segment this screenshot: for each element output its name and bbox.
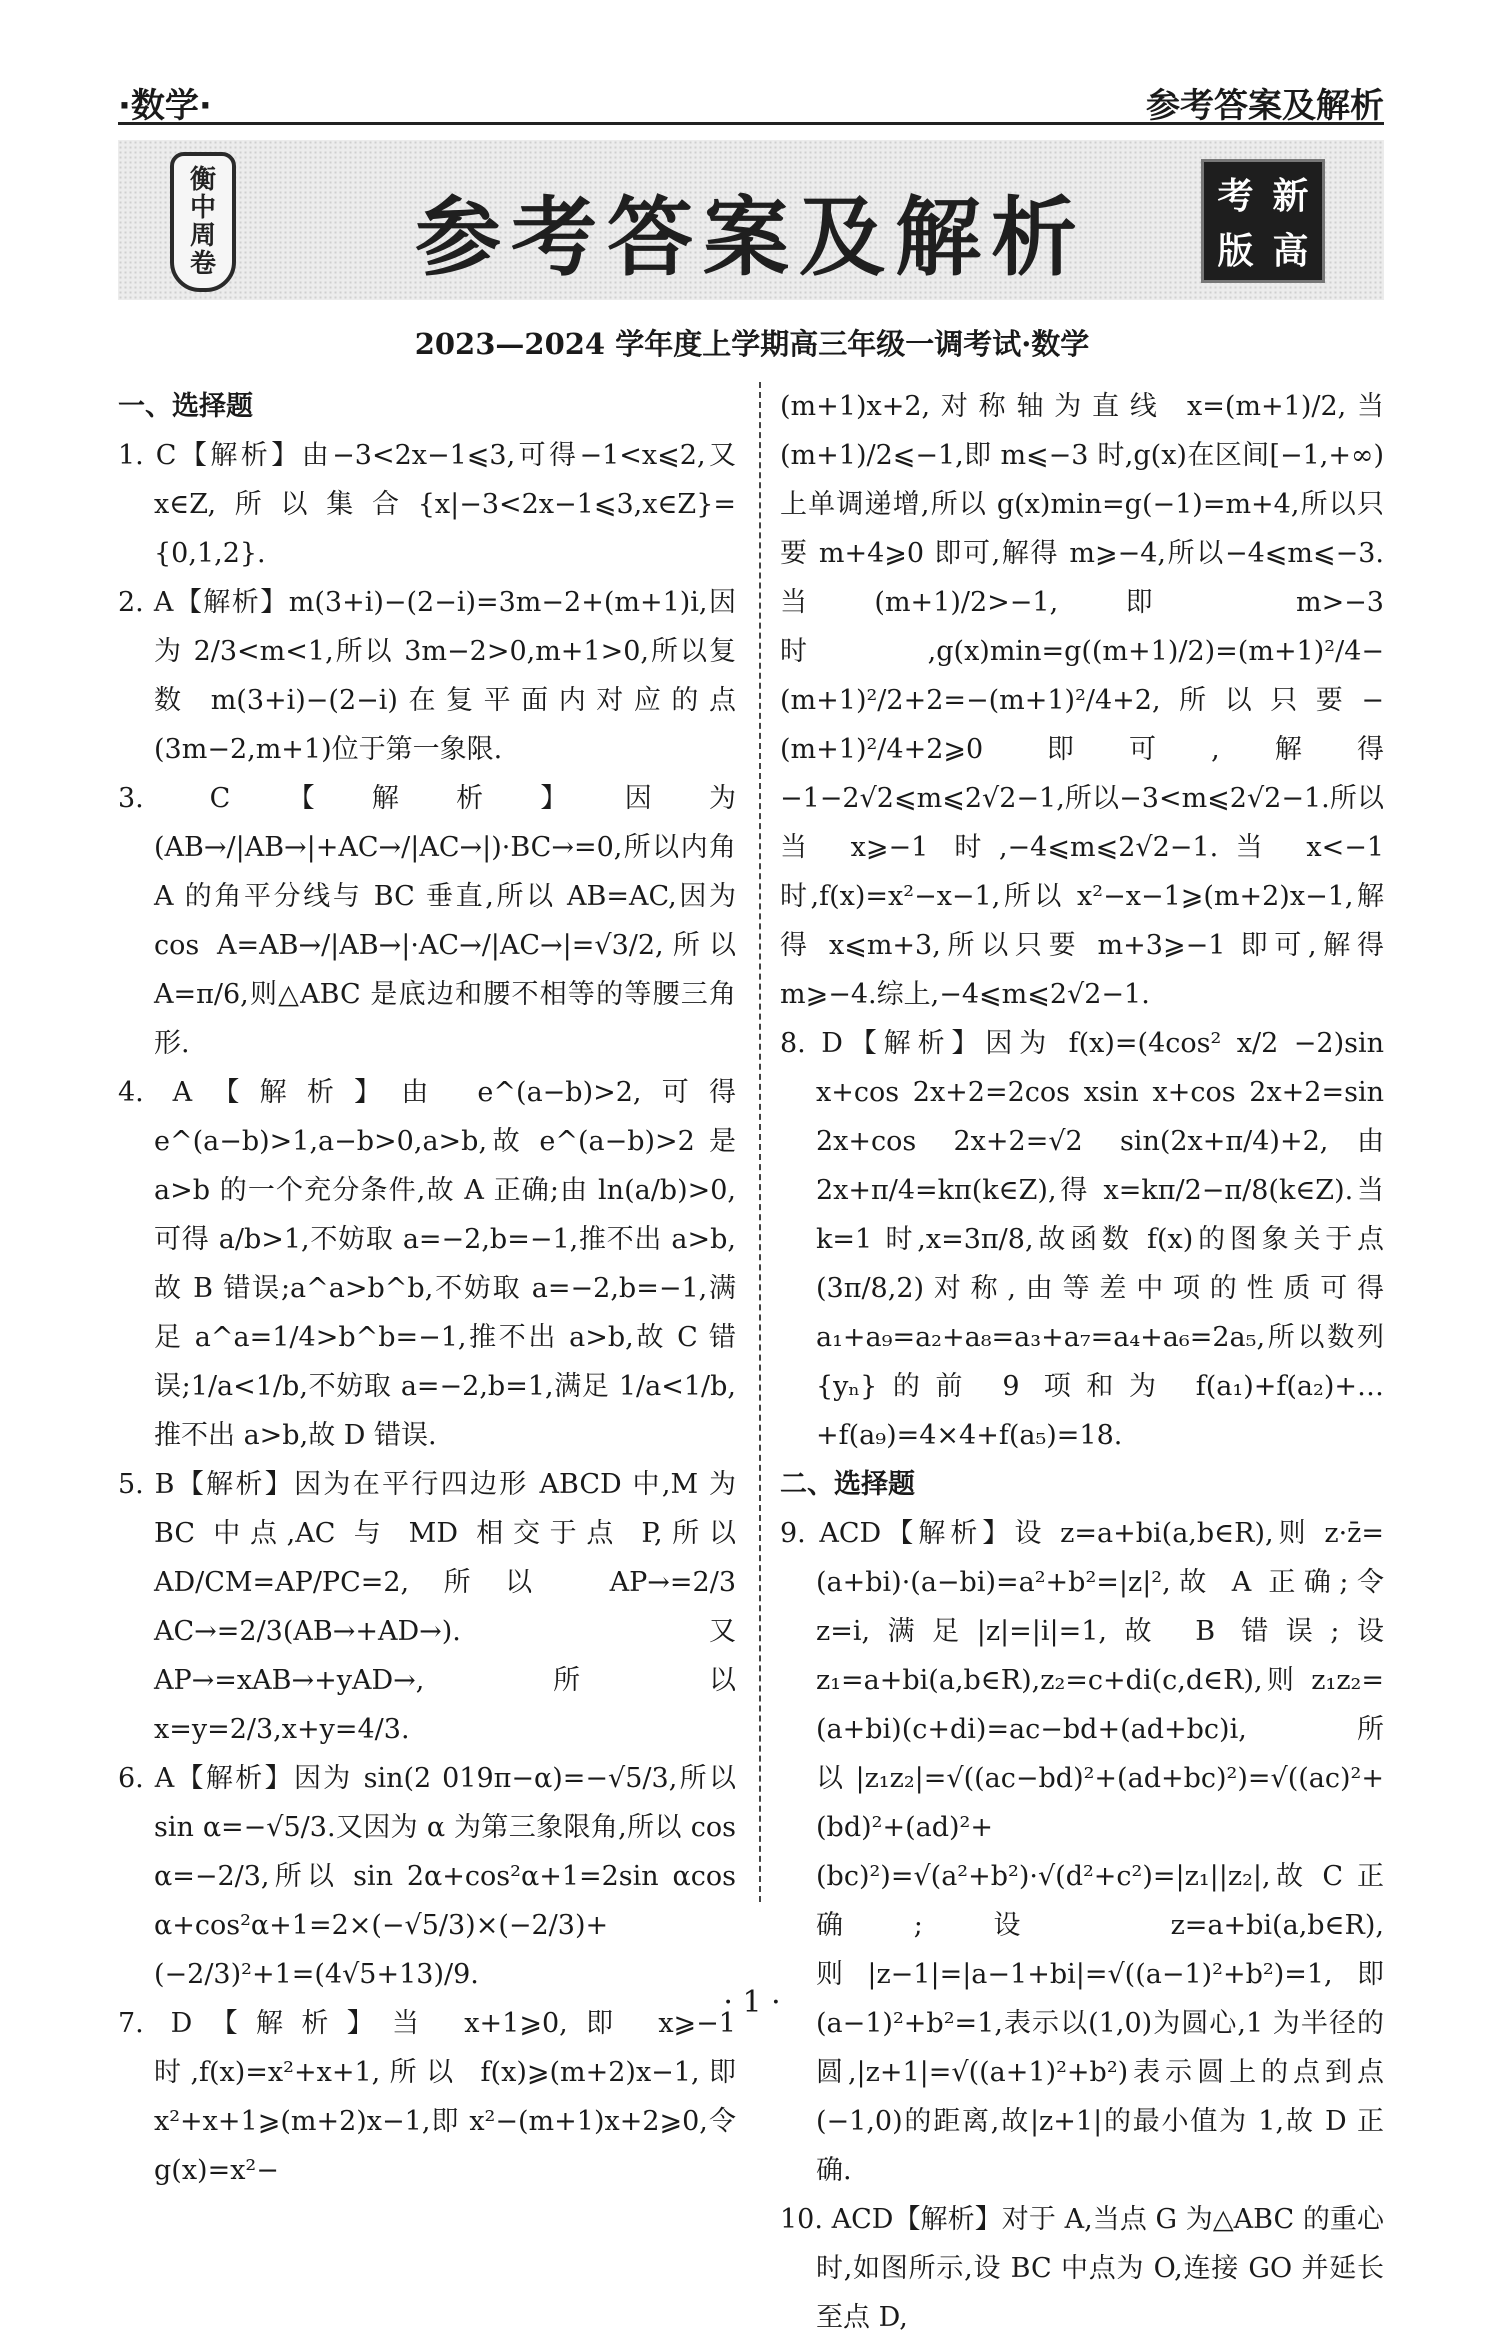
answer-item: 4. A【解析】由 e^(a−b)>2,可得 e^(a−b)>1,a−b>0,a>b,故 e^(a−b)>2 是 a>b 的一个充分条件,故 A 正确;由 ln(a/b)>0,可得 a/b>1,不妨取 a=−2,b=−1,推不出 a>b,故 B 错误;a^a>b^b,不妨取 a=−2,b=−1,满足 a^a=1/4>b^b=−1,推不出 a>b,故 C 错误;1/a<1/b,不妨取 a=−2,b=1,满足 1/a<1/b,推不出 a>b,故 D 错误. [118,1077,736,1451]
exam-title: 2023—2024 学年度上学期高三年级一调考试·数学 [414,327,1090,361]
badge-char: 版 [1217,231,1254,272]
answer-continuation: (m+1)x+2,对称轴为直线 x=(m+1)/2,当(m+1)/2⩽−1,即 m⩽−3 时,g(x)在区间[−1,+∞)上单调递增,所以 g(x)min=g(−1)=m+4,所以只要 m+4⩾0 即可,解得 m⩾−4,所以−4⩽m⩽−3.当(m+1)/2>−1,即 m>−3 时,g(x)min=g((m+1)/2)=(m+1)²/4−(m+1)²/2+2=−(m+1)²/4+2,所以只要−(m+1)²/4+2⩾0 即可,解得−1−2√2⩽m⩽2√2−1,所以−3<m⩽2√2−1.所以当 x⩾−1 时,−4⩽m⩽2√2−1.当 x<−1 时,f(x)=x²−x−1,所以 x²−x−1⩾(m+2)x−1,解得 x⩽m+3,所以只要 m+3⩾−1 即可,解得 m⩾−4.综上,−4⩽m⩽2√2−1. [780,391,1384,1010]
new-gaokao-badge [1204,162,1322,280]
answer-item: 6. A【解析】因为 sin(2 019π−α)=−√5/3,所以 sin α=−√5/3.又因为 α 为第三象限角,所以 cos α=−2/3,所以 sin 2α+cos²α+1=2sin αcos α+cos²α+1=2×(−√5/3)×(−2/3)+(−2/3)²+1=(4√5+13)/9. [118,1763,736,1990]
header-subject: ·数学· [118,86,212,126]
answer-item: 8. D【解析】因为 f(x)=(4cos² x/2 −2)sin x+cos 2x+2=2cos xsin x+cos 2x+2=sin 2x+cos 2x+2=√2 sin(2x+π/4)+2,由 2x+π/4=kπ(k∈Z),得 x=kπ/2−π/8(k∈Z).当 k=1 时,x=3π/8,故函数 f(x)的图象关于点(3π/8,2)对称,由等差中项的性质可得 a₁+a₉=a₂+a₈=a₃+a₇=a₄+a₆=2a₅,所以数列{yₙ}的前 9 项和为 f(a₁)+f(a₂)+…+f(a₉)=4×4+f(a₅)=18. [780,1028,1384,1451]
seal-char: 中 [189,193,216,223]
badge-char: 高 [1272,231,1309,272]
answer-item: 1. C【解析】由−3<2x−1⩽3,可得−1<x⩽2,又 x∈Z,所以集合{x|−3<2x−1⩽3,x∈Z}={0,1,2}. [118,440,736,569]
seal-char: 衡 [189,165,216,195]
left-column [118,382,736,2195]
answer-item: 2. A【解析】m(3+i)−(2−i)=3m−2+(m+1)i,因为 2/3<m<1,所以 3m−2>0,m+1>0,所以复数 m(3+i)−(2−i)在复平面内对应的点(3m−2,m+1)位于第一象限. [118,587,736,765]
section-heading: 一、选择题 [118,391,253,422]
section-heading: 二、选择题 [780,1469,915,1500]
seal-char: 卷 [189,249,216,279]
header-rule [118,122,1384,125]
answer-item: 10. ACD【解析】对于 A,当点 G 为△ABC 的重心时,如图所示,设 BC 中点为 O,连接 GO 并延长至点 D, [780,2204,1384,2333]
title-banner [118,140,1384,300]
answer-item: 3. C【解析】因为(AB→/|AB→|+AC→/|AC→|)·BC→=0,所以内角 A 的角平分线与 BC 垂直,所以 AB=AC,因为 cos A=AB→/|AB→|·AC→/|AC→|=√3/2,所以 A=π/6,则△ABC 是底边和腰不相等的等腰三角形. [118,783,736,1059]
answer-item: 9. ACD【解析】设 z=a+bi(a,b∈R),则 z·z̄=(a+bi)·(a−bi)=a²+b²=|z|²,故 A 正确;令 z=i,满足|z|=|i|=1,故 B 错误;设 z₁=a+bi(a,b∈R),z₂=c+di(c,d∈R),则 z₁z₂=(a+bi)(c+di)=ac−bd+(ad+bc)i,所以|z₁z₂|=√((ac−bd)²+(ad+bc)²)=√((ac)²+(bd)²+(ad)²+(bc)²)=√(a²+b²)·√(d²+c²)=|z₁||z₂|,故 C 正确;设 z=a+bi(a,b∈R),则|z−1|=|a−1+bi|=√((a−1)²+b²)=1,即(a−1)²+b²=1,表示以(1,0)为圆心,1 为半径的圆,|z+1|=√((a+1)²+b²)表示圆上的点到点(−1,0)的距离,故|z+1|的最小值为 1,故 D 正确. [780,1518,1384,2186]
column-divider [759,382,761,1902]
badge-char: 新 [1272,176,1309,217]
banner-title: 参考答案及解析 [415,188,1087,288]
badge-char: 考 [1217,176,1254,217]
right-column [780,382,1384,2342]
seal-char: 周 [189,221,216,251]
answer-item: 7. D【解析】当 x+1⩾0,即 x⩾−1 时,f(x)=x²+x+1,所以 f(x)⩾(m+2)x−1,即 x²+x+1⩾(m+2)x−1,即 x²−(m+1)x+2⩾0,令 g(x)=x²− [118,2008,736,2186]
page-number: · 1 · [723,1985,781,2020]
header-section-title: 参考答案及解析 [1146,86,1384,126]
answer-item: 5. B【解析】因为在平行四边形 ABCD 中,M 为 BC 中点,AC 与 MD 相交于点 P,所以 AD/CM=AP/PC=2,所以 AP→=2/3 AC→=2/3(AB→+AD→).又 AP→=xAB→+yAD→,所以 x=y=2/3,x+y=4/3. [118,1469,736,1745]
